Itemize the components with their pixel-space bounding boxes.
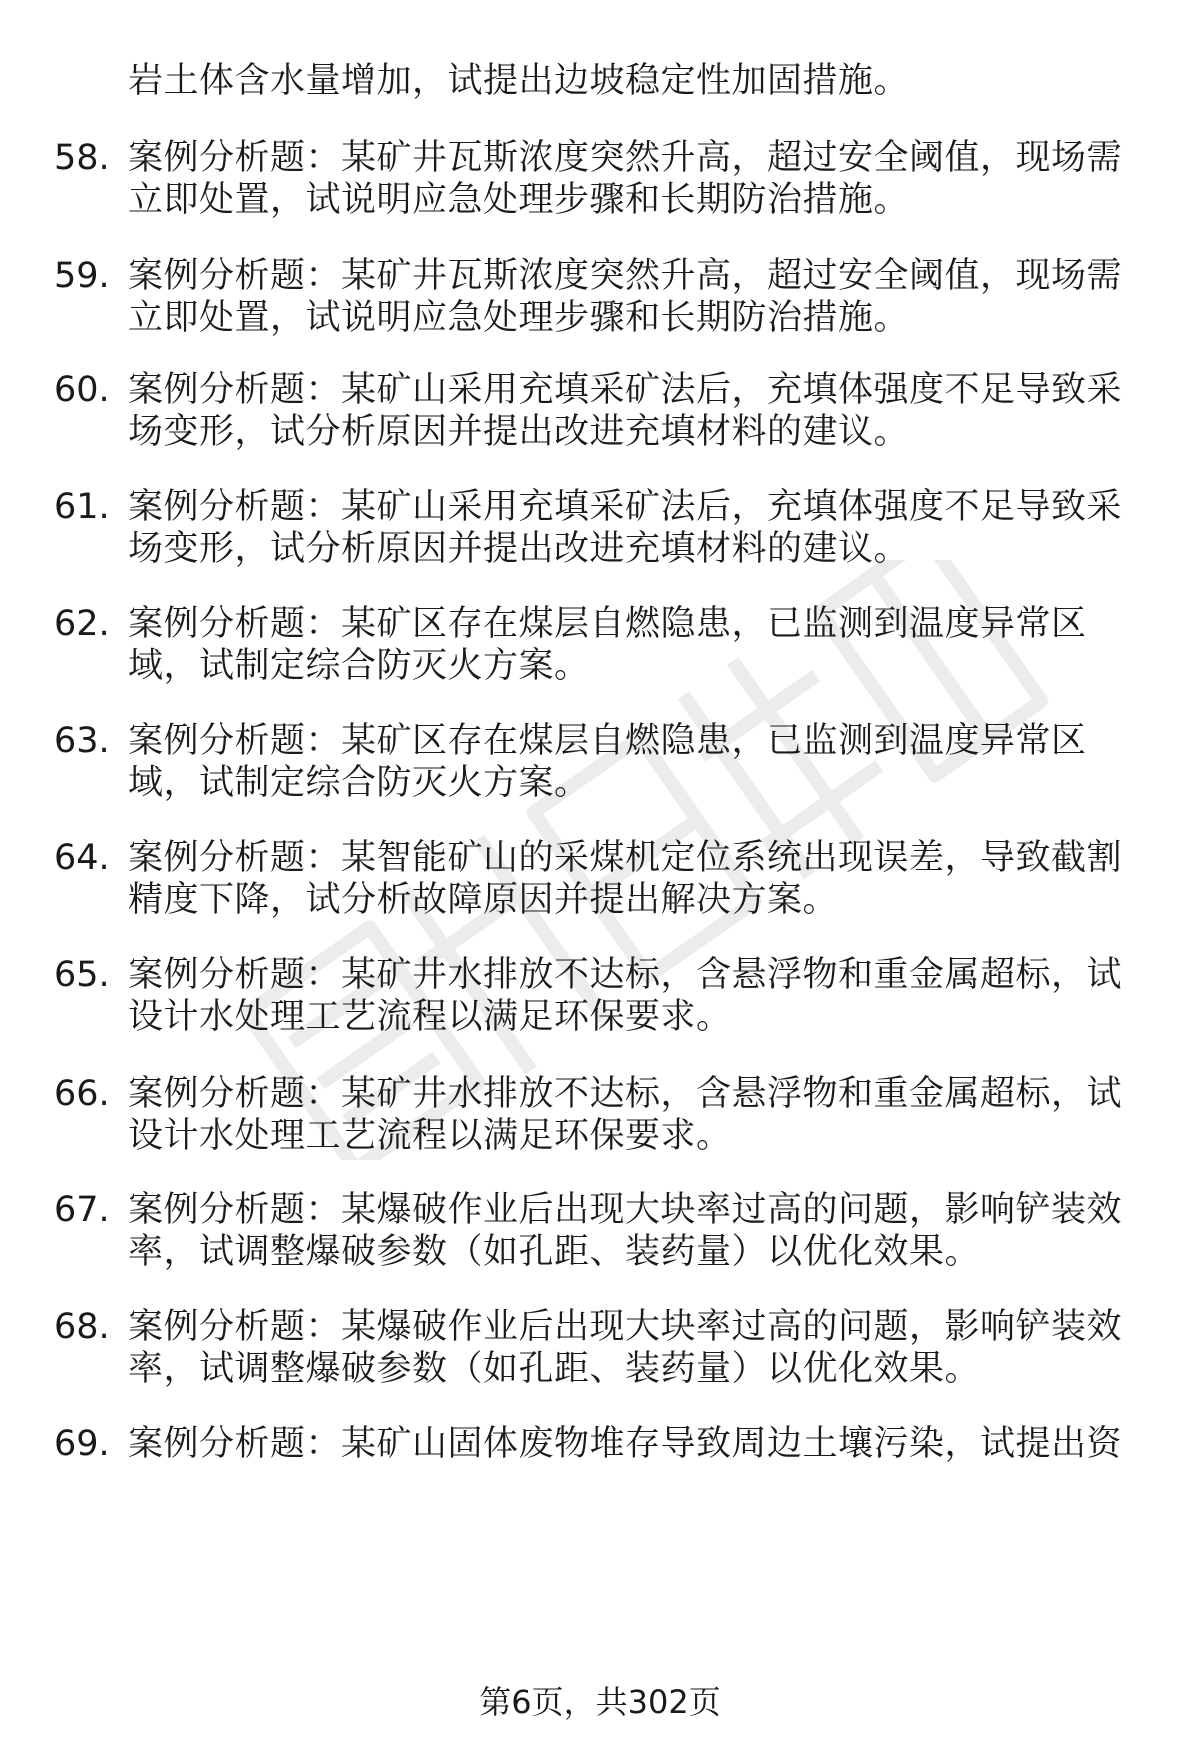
question-text-line-2: 设计水处理工艺流程以满足环保要求。 bbox=[128, 997, 732, 1037]
question-text-line-1: 案例分析题：某矿山固体废物堆存导致周边土壤污染，试提出资 bbox=[128, 1424, 1123, 1464]
question-text-line-2: 设计水处理工艺流程以满足环保要求。 bbox=[128, 1116, 732, 1156]
question-text-line-1: 案例分析题：某智能矿山的采煤机定位系统出现误差，导致截割 bbox=[128, 838, 1123, 878]
question-number: 67. bbox=[54, 1190, 110, 1230]
question-text-line-1: 案例分析题：某矿山采用充填采矿法后，充填体强度不足导致采 bbox=[128, 487, 1123, 527]
question-number: 65. bbox=[54, 955, 110, 995]
question-number: 60. bbox=[54, 370, 110, 410]
question-number: 59. bbox=[54, 256, 110, 296]
question-number: 63. bbox=[54, 721, 110, 761]
question-number: 64. bbox=[54, 838, 110, 878]
question-text-line-2: 率，试调整爆破参数（如孔距、装药量）以优化效果。 bbox=[128, 1349, 981, 1389]
question-text-line-2: 域，试制定综合防灭火方案。 bbox=[128, 763, 590, 803]
question-text-line-1: 案例分析题：某矿井瓦斯浓度突然升高，超过安全阈值，现场需 bbox=[128, 138, 1123, 178]
question-text-line-2: 立即处置，试说明应急处理步骤和长期防治措施。 bbox=[128, 298, 910, 338]
question-number: 61. bbox=[54, 487, 110, 527]
question-number: 58. bbox=[54, 138, 110, 178]
question-text-line-1: 案例分析题：某爆破作业后出现大块率过高的问题，影响铲装效 bbox=[128, 1307, 1123, 1347]
question-text-line-2: 率，试调整爆破参数（如孔距、装药量）以优化效果。 bbox=[128, 1232, 981, 1272]
question-text-line-1: 案例分析题：某矿区存在煤层自燃隐患，已监测到温度异常区 bbox=[128, 721, 1087, 761]
question-text-line-1: 案例分析题：某矿井水排放不达标，含悬浮物和重金属超标，试 bbox=[128, 1074, 1123, 1114]
question-number: 69. bbox=[54, 1424, 110, 1464]
question-number: 66. bbox=[54, 1074, 110, 1114]
question-text-line-1: 案例分析题：某矿山采用充填采矿法后，充填体强度不足导致采 bbox=[128, 370, 1123, 410]
question-text-line-2: 精度下降，试分析故障原因并提出解决方案。 bbox=[128, 880, 839, 920]
continuation-line: 岩土体含水量增加，试提出边坡稳定性加固措施。 bbox=[128, 61, 910, 101]
question-text-line-2: 立即处置，试说明应急处理步骤和长期防治措施。 bbox=[128, 180, 910, 220]
question-text-line-1: 案例分析题：某矿区存在煤层自燃隐患，已监测到温度异常区 bbox=[128, 604, 1087, 644]
question-text-line-1: 案例分析题：某矿井瓦斯浓度突然升高，超过安全阈值，现场需 bbox=[128, 256, 1123, 296]
question-text-line-2: 域，试制定综合防灭火方案。 bbox=[128, 646, 590, 686]
question-text-line-2: 场变形，试分析原因并提出改进充填材料的建议。 bbox=[128, 529, 910, 569]
question-text-line-1: 案例分析题：某矿井水排放不达标，含悬浮物和重金属超标，试 bbox=[128, 955, 1123, 995]
question-number: 68. bbox=[54, 1307, 110, 1347]
question-text-line-2: 场变形，试分析原因并提出改进充填材料的建议。 bbox=[128, 412, 910, 452]
question-text-line-1: 案例分析题：某爆破作业后出现大块率过高的问题，影响铲装效 bbox=[128, 1190, 1123, 1230]
page-footer: 第6页，共302页 bbox=[479, 1683, 721, 1721]
question-number: 62. bbox=[54, 604, 110, 644]
